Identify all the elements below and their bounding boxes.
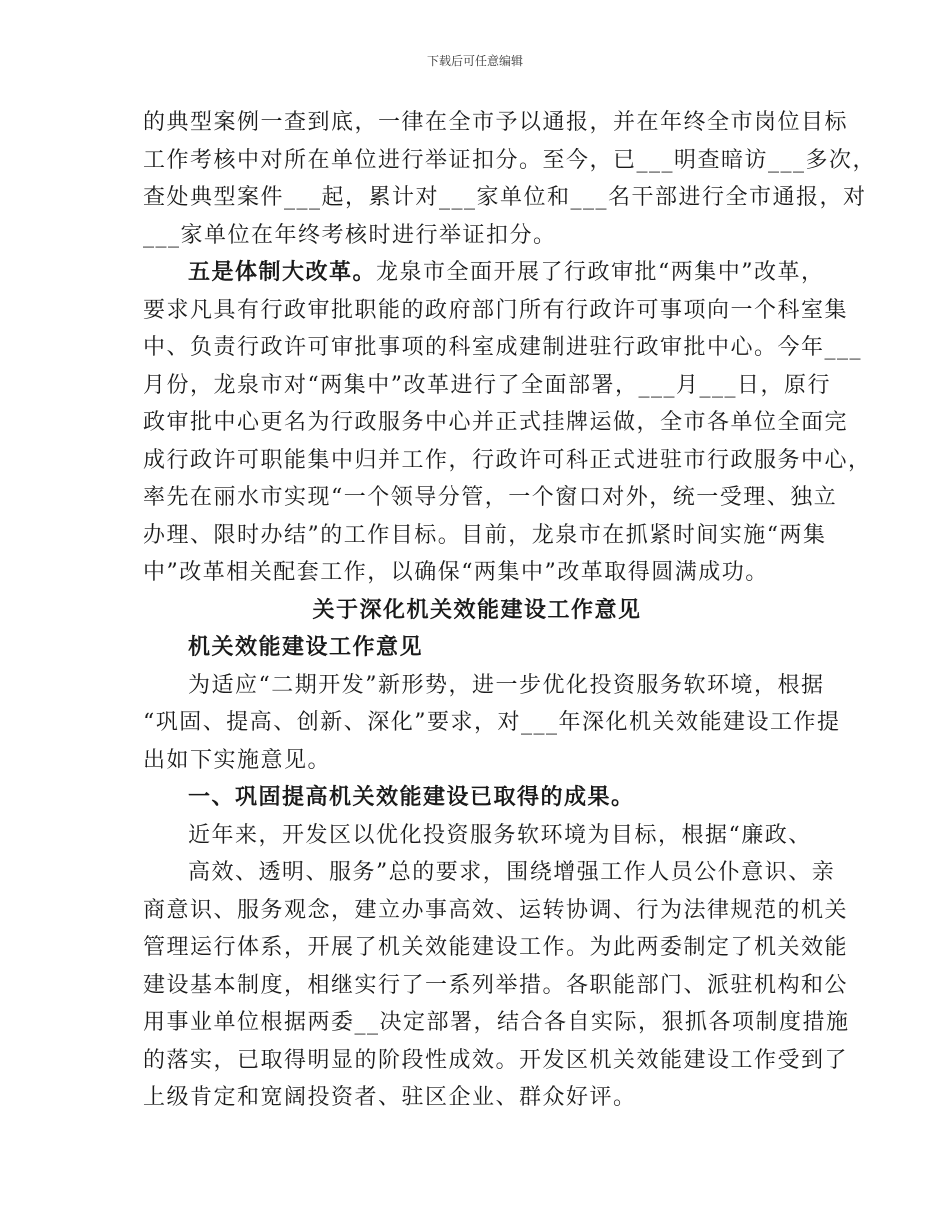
text-line: 商意识、服务观念，建立办事高效、运转协调、行为法律规范的机关 (143, 897, 849, 923)
text-line: 高效、透明、服务”总的要求，围绕增强工作人员公仆意识、亲 (188, 860, 836, 885)
text-line: 上级肯定和宽阔投资者、驻区企业、群众好评。 (143, 1085, 637, 1110)
text-line: 要求凡具有行政审批职能的政府部门所有行政许可事项向一个科室集 (143, 297, 849, 323)
document-body (143, 104, 877, 1117)
text-line: 工作考核中对所在单位进行举证扣分。至今，已___明查暗访___多次， (143, 147, 877, 173)
text-line: 的落实，已取得明显的阶段性成效。开发区机关效能建设工作受到了 (143, 1047, 849, 1073)
text-line (143, 254, 825, 292)
text-line: 出如下实施意见。 (143, 747, 332, 773)
page-header: 下载后可任意编辑 (426, 54, 523, 68)
line-tail: 龙泉市全面开展了行政审批“两集中”改革， (376, 260, 825, 285)
text-line: 中、负责行政许可审批事项的科室成建制进驻行政审批中心。今年___ (143, 335, 863, 360)
text-line: “巩固、提高、创新、深化”要求，对___年深化机关效能建设工作提 (143, 710, 841, 735)
text-line: 近年来，开发区以优化投资服务软环境为目标，根据“廉政、 (188, 822, 812, 848)
text-line: 成行政许可职能集中归并工作，行政许可科正式进驻市行政服务中心， (143, 447, 872, 473)
text-line: 建设基本制度，相继实行了一系列举措。各职能部门、派驻机构和公 (143, 972, 849, 998)
text-line: 办理、限时办结”的工作目标。目前，龙泉市在抓紧时间实施“两集 (143, 522, 827, 548)
text-line: 管理运行体系，开展了机关效能建设工作。为此两委制定了机关效能 (143, 935, 849, 960)
text-line: 机关效能建设工作意见 (188, 634, 424, 660)
text-line: 政审批中心更名为行政服务中心并正式挂牌运做，全市各单位全面完 (143, 410, 849, 435)
text-line: ___家单位在年终考核时进行举证扣分。 (143, 222, 557, 248)
text-line: 一、巩固提高机关效能建设已取得的成果。 (188, 784, 635, 810)
bold-lead: 五是体制大改革。 (188, 259, 377, 285)
text-line: 月份，龙泉市对“两集中”改革进行了全面部署，___月___日，原行 (143, 372, 831, 398)
text-line: 关于深化机关效能建设工作意见 (312, 596, 642, 623)
text-line: 为适应“二期开发”新形势，进一步优化投资服务软环境，根据 (188, 672, 825, 698)
text-line: 率先在丽水市实现“一个领导分管，一个窗口对外，统一受理、独立 (143, 485, 838, 510)
text-line: 的典型案例一查到底，一律在全市予以通报，并在年终全市岗位目标 (143, 110, 849, 135)
text-line: 用事业单位根据两委__决定部署，结合各自实际，狠抓各项制度措施 (143, 1010, 850, 1035)
text-line: 查处典型案件___起，累计对___家单位和___名干部进行全市通报，对 (143, 185, 867, 210)
text-line: 中”改革相关配套工作，以确保“两集中”改革取得圆满成功。 (143, 560, 769, 585)
